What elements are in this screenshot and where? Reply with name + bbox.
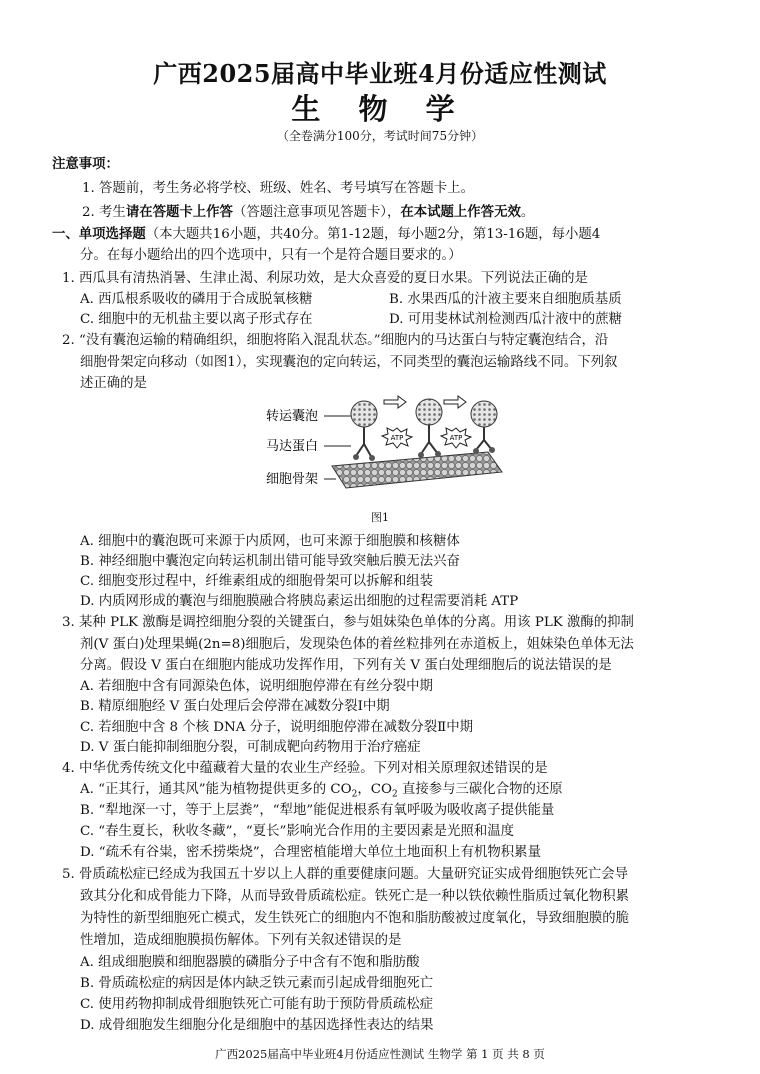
q2-stem-2: 细胞骨架定向移动（如图1），实现囊泡的定向转运，不同类型的囊泡运输路线不同。下列叙: [80, 355, 618, 370]
vesicle-icon: [471, 401, 497, 427]
motor-protein-head: [369, 455, 375, 461]
exam-title: 广西2025届高中毕业班4月份适应性测试: [153, 59, 607, 88]
atp-label: ATP: [390, 434, 404, 442]
q2-stem-1: 2. “没有囊泡运输的精确组织，细胞将陷入混乱状态。”细胞内的马达蛋白与特定囊泡结合，沿: [62, 333, 609, 348]
q2-option-d: D. 内质网形成的囊泡与细胞膜融合将胰岛素运出细胞的过程需要消耗 ATP: [80, 594, 519, 609]
q5-option-c: C. 使用药物抑制成骨细胞铁死亡可能有助于预防骨质疏松症: [80, 997, 434, 1012]
q4-option-a: A. “正其行，通其风”能为植物提供更多的 $CO_2$，$CO_2$ 直接参与三碳化合物的还原: [80, 782, 563, 800]
q5-option-b: B. 骨质疏松症的病因是体内缺乏铁元素而引起成骨细胞死亡: [80, 976, 434, 991]
page-footer: 广西2025届高中毕业班4月份适应性测试 生物学 第 1 页 共 8 页: [215, 1047, 545, 1061]
q2-option-a: A. 细胞中的囊泡既可来源于内质网，也可来源于细胞膜和核糖体: [80, 534, 460, 549]
motor-protein-head: [473, 448, 479, 454]
motor-protein-icon: [356, 427, 372, 458]
notice-item-1: 1. 答题前，考生务必将学校、班级、姓名、考号填写在答题卡上。: [82, 181, 474, 196]
q3-option-b: B. 精原细胞经 V 蛋白处理后会停滞在减数分裂Ⅰ中期: [80, 699, 390, 714]
section-desc: 分。在每小题给出的四个选项中，只有一个是符合题目要求的。）: [80, 248, 462, 263]
q1-option-c: C. 细胞中的无机盐主要以离子形式存在: [80, 312, 313, 327]
q2-stem-3: 述正确的是: [80, 376, 147, 391]
motor-protein-head: [489, 447, 495, 453]
q5-stem-1: 5. 骨质疏松症已经成为我国五十岁以上人群的重要健康问题。大量研究证实成骨细胞铁死亡会导: [62, 867, 629, 882]
q5-stem-3: 为特性的新型细胞死亡模式，发生铁死亡的细胞内不饱和脂肪酸被过度氧化，导致细胞膜的脆: [80, 911, 630, 926]
figure-1-vesicle-transport: [252, 392, 514, 498]
vesicle-icon: [351, 401, 377, 427]
subject-title: 生 物 学: [291, 92, 469, 126]
q5-stem-4: 性增加，造成细胞膜损伤解体。下列有关叙述错误的是: [80, 933, 402, 948]
notice-heading: 注意事项：: [52, 156, 119, 172]
fig-label-cytoskeleton: 细胞骨架: [266, 472, 319, 487]
q5-stem-2: 致其分化和成骨能力下降，从而导致骨质疏松症。铁死亡是一种以铁依赖性脂质过氧化物积累: [80, 889, 630, 904]
q4-option-b: B. “犁地深一寸，等于上层粪”，“犁地”能促进根系有氧呼吸为吸收离子提供能量: [80, 803, 555, 818]
motor-protein-head: [435, 451, 441, 457]
q3-option-c: C. 若细胞中含 8 个核 DNA 分子，说明细胞停滞在减数分裂Ⅱ中期: [80, 720, 474, 735]
exam-subtitle: （全卷满分100分，考试时间75分钟）: [276, 129, 484, 143]
q1-option-a: A. 西瓜根系吸收的磷用于合成脱氧核糖: [80, 292, 313, 307]
q3-stem-2: 剂(V 蛋白)处理果蝇(2n=8)细胞后，发现染色体的着丝粒排列在赤道板上，姐妹染色单体无法: [80, 637, 634, 652]
q4-stem: 4. 中华优秀传统文化中蕴藏着大量的农业生产经验。下列对相关原理叙述错误的是: [62, 761, 548, 776]
direction-arrow-icon: [444, 396, 466, 408]
q3-stem-1: 3. 某种 PLK 激酶是调控细胞分裂的关键蛋白，参与姐妹染色单体的分离。用该 PLK 激酶的抑制: [62, 615, 634, 630]
q1-stem: 1. 西瓜具有清热消暑、生津止渴、利尿功效，是大众喜爱的夏日水果。下列说法正确的是: [62, 271, 588, 286]
motor-protein-icon: [476, 427, 492, 450]
notice-item-2: 2. 考生请在答题卡上作答（答题注意事项见答题卡），在本试题上作答无效。: [82, 204, 535, 220]
q1-option-d: D. 可用斐林试剂检测西瓜汁液中的蔗糖: [389, 312, 623, 327]
q2-option-c: C. 细胞变形过程中，纤维素组成的细胞骨架可以拆解和组装: [80, 574, 434, 589]
q2-option-b: B. 神经细胞中囊泡定向转运机制出错可能导致突触后膜无法兴奋: [80, 554, 460, 569]
q5-option-d: D. 成骨细胞发生细胞分化是细胞中的基因选择性表达的结果: [80, 1018, 434, 1033]
fig-label-motor: 马达蛋白: [266, 439, 319, 454]
q4-option-c: C. “春生夏长，秋收冬藏”，“夏长”影响光合作用的主要因素是光照和温度: [80, 824, 514, 839]
motor-protein-icon: [421, 425, 438, 454]
motor-protein-head: [418, 452, 424, 458]
direction-arrow-icon: [384, 396, 406, 408]
q3-option-d: D. V 蛋白能抑制细胞分裂，可制成靶向药物用于治疗癌症: [80, 740, 421, 755]
q3-option-a: A. 若细胞中含有同源染色体，说明细胞停滞在有丝分裂中期: [80, 679, 433, 694]
fig-label-vesicle: 转运囊泡: [266, 409, 319, 424]
q5-option-a: A. 组成细胞膜和细胞器膜的磷脂分子中含有不饱和脂肪酸: [80, 955, 420, 970]
motor-protein-head: [353, 454, 359, 460]
q1-option-b: B. 水果西瓜的汁液主要来自细胞质基质: [389, 292, 622, 307]
section-heading: 一、单项选择题（本大题共16小题，共40分。第1-12题，每小题2分，第13-16题，每小题4: [52, 226, 601, 242]
atp-label: ATP: [449, 434, 463, 442]
figure-caption: 图1: [371, 511, 389, 524]
vesicle-icon: [416, 399, 442, 425]
q3-stem-3: 分离。假设 V 蛋白在细胞内能成功发挥作用，下列有关 V 蛋白处理细胞后的说法错误的是: [80, 658, 612, 673]
q4-option-d: D. “疏禾有谷粜，密禾捞柴烧”，合理密植能增大单位土地面积上有机物积累量: [80, 845, 541, 860]
